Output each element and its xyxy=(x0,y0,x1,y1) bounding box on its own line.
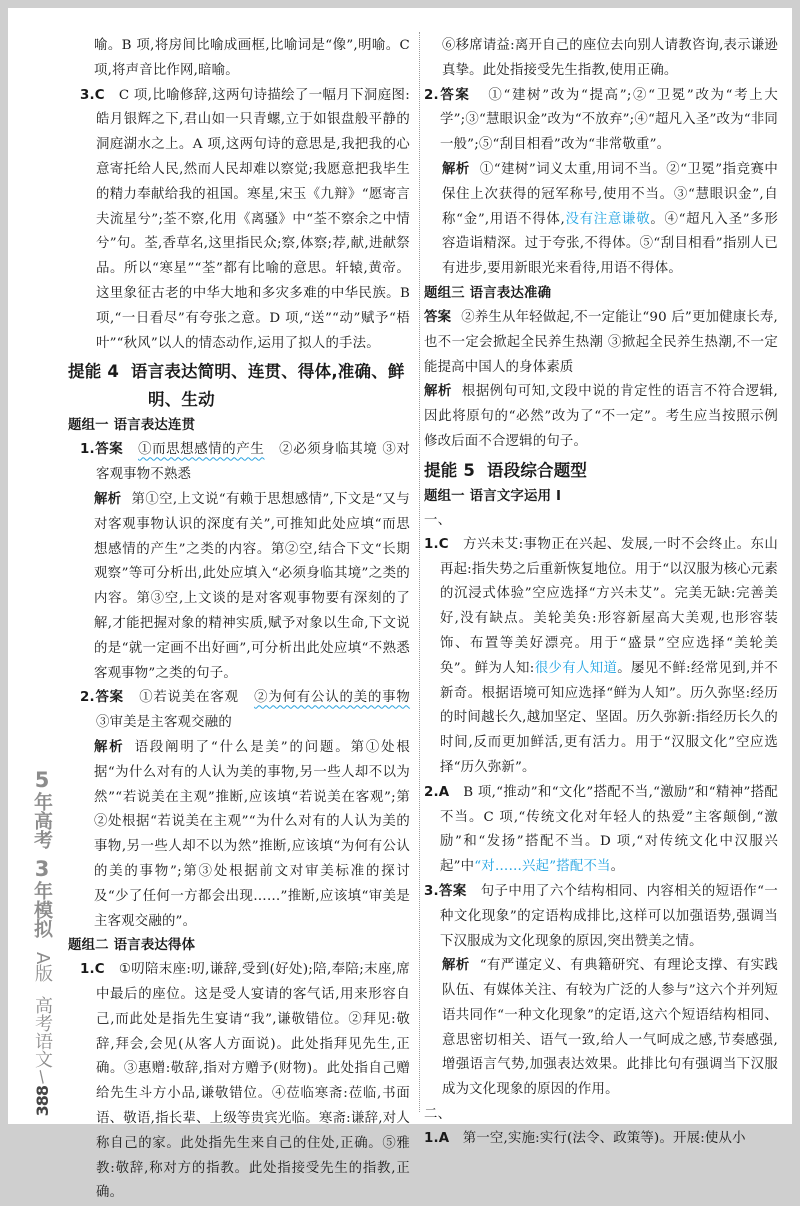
underlined-answer: ②为何有公认的美的事物 xyxy=(254,690,410,706)
analysis-text: 第①空,上文说“有赖于思想感情”,下文是“又与对客观事物认识的深度有关”,可推知此处应填“而思想感情的产生”之类的内容。第②空,结合下文“长期观察”等可分析出,此处应填入“必须身临其境”之类的内容。第③空,上文谈的是对客观事物要有深刻的了解,才能把握对象的精神实质,赋予对象以生命,下文说的是“就一定画不出好画”,可分析出此处应填“不熟悉客观事物”之类的句子。 xyxy=(94,491,410,681)
part-heading-1: 一、 xyxy=(424,512,452,528)
section-heading-4 xyxy=(68,358,410,414)
section-title: 语段综合题型 xyxy=(486,460,588,480)
answer-item-2 xyxy=(80,686,410,736)
highlighted-text: “对……兴起”搭配不当 xyxy=(474,859,611,875)
item-number: 1.答案 xyxy=(80,442,124,458)
group-heading-3: 题组三 语言表达准确 xyxy=(424,285,552,301)
section-heading-5 xyxy=(424,457,778,485)
analysis-text-after: 。④“超凡入圣”多形容造诣精深。过于夸张,不得体。⑤“刮目相看”指别人已有进步,要用新眼光来看待,用语不得体。 xyxy=(442,211,778,277)
page-number: 388 xyxy=(32,1086,52,1117)
answer-text: ①“建树”改为“提高”;②“卫冕”改为“考上大学”;③“慧眼识金”改为“不放弃”;④“超凡入圣”改为“非同一般”;⑤“刮目相看”改为“非常敬重”。 xyxy=(440,87,778,153)
item-text: ①叨陪末座:叨,谦辞,受到(好处);陪,奉陪;末座,席中最后的座位。这是受人宴请的客气话,用来形容自己,而此处是指先生宴请“我”,谦敬错位。②拜见:敬辞,拜会,会见(从客人方面说)。此处指拜见先生,正确。③惠赠:敬辞,指对方赠予(财物)。此处指自己赠给先生斗方小品,谦敬错位。④莅临寒斋:莅临,书面语、敬语,指长辈、上级等贵宾光临。寒斋:谦辞,对人称自己的家。此处指先生来自己的住处,正确。⑤雅教:敬辞,称对方的指教。此处指接受先生的指教,正确。 xyxy=(96,962,410,1201)
document-page xyxy=(8,8,792,1201)
highlighted-text: 没有注意谦敬 xyxy=(565,211,651,227)
answer-block xyxy=(424,306,778,380)
item-text: B 项,“推动”和“文化”搭配不当,“激励”和“精神”搭配不当。C 项,“传统文化对年轻人的热爱”主客颠倒,“激励”和“发扬”搭配不当。D 项,“对传统文化中汉服兴起”中 xyxy=(440,784,778,875)
analysis xyxy=(80,736,410,934)
answer-item-1c xyxy=(80,958,410,1206)
answer-text: 句子中用了六个结构相同、内容相关的短语作“一种文化现象”的定语构成排比,这样可以加强语势,强调当下汉服成为文化现象的原因,突出赞美之情。 xyxy=(440,883,778,949)
continued-text: 喻。B 项,将房间比喻成画框,比喻词是“像”,明喻。C 项,将声音比作网,暗喻。 xyxy=(94,38,410,78)
item-text-after: 。屡见不鲜:经常见到,并不新奇。根据语境可知应选择“鲜为人知”。历久弥坚:经历的时间越长久,越加坚定、坚固。历久弥新:指经历长久的时间,反而更加鲜活,更有活力。用于“汉服文化”空应选择“历久弥新”。 xyxy=(440,660,778,775)
analysis xyxy=(428,158,778,282)
answer-text: ②必须身临其境 ③对客观事物不熟悉 xyxy=(96,442,410,483)
analysis-text: ①“建树”词义太重,用词不当。②“卫冕”指竞赛中保住上次获得的冠军称号,使用不当。③“慧眼识金”,自称“金”,用语不得体, xyxy=(442,161,778,227)
brand-five: 5 xyxy=(34,768,50,792)
analysis-label: 解析 xyxy=(424,384,452,400)
group-heading-1: 题组一 语言文字运用 Ⅰ xyxy=(424,488,562,504)
slash-separator: / xyxy=(34,1067,49,1087)
item-text: 第一空,实施:实行(法令、政策等)。开展:使从小 xyxy=(462,1131,746,1147)
item-number: 3.答案 xyxy=(424,883,467,899)
analysis-text: “有严谨定义、有典籍研究、有理论支撑、有实践队伍、有媒体关注、有较为广泛的人参与”这六个并列短语共同作“一种文化现象”的定语,这六个短语结构相同、意思密切相关、语气一致,给人一气呵成之感,节奏感强,增强语言气势,加强表达效果。此排比句有强调当下汉服成为文化现象的原因的作用。 xyxy=(442,958,778,1098)
group-heading-1: 题组一 语言表达连贯 xyxy=(68,418,196,434)
left-column xyxy=(68,34,411,1206)
answer-part-1: ①若说美在客观 xyxy=(139,690,239,706)
answer-item-3 xyxy=(80,84,410,357)
section-label: 提能 4 xyxy=(68,362,120,382)
item-number: 3.C xyxy=(80,87,105,103)
answer-item-2 xyxy=(424,84,778,158)
section-title-line2: 明、生动 xyxy=(148,390,215,410)
brand-three: 3 xyxy=(34,857,50,881)
answer-text: ②养生从年轻做起,不一定能让“90 后”更加健康长寿,也不一定会掀起全民养生热潮 ③掀起全民养生热潮,不一定能提高中国人的身体素质 xyxy=(424,309,779,375)
edition-label: A版 xyxy=(32,952,53,983)
item-number: 1.C xyxy=(80,962,105,978)
item-text: 方兴未艾:事物正在兴起、发展,一时不会终止。东山再起:指失势之后重新恢复地位。用于“以汉服为核心元素的沉浸式体验”空应选择“方兴未艾”。完美无缺:完善美好,没有缺点。美轮美奂:形容新屋高大美观,也形容装饰、布置等美好漂亮。用于“盛景”空应选择“美轮美奂”。鲜为人知: xyxy=(440,536,778,676)
analysis-label: 解析 xyxy=(94,491,122,507)
section-title-line1: 语言表达简明、连贯、得体,准确、鲜 xyxy=(130,362,405,382)
continued-text: ⑥移席请益:离开自己的座位去向别人请教咨询,表示谦逊真挚。此处指接受先生指教,使用正确。 xyxy=(442,38,778,78)
analysis-text: 根据例句可知,文段中说的肯定性的语言不符合逻辑,因此将原句的“必然”改为了“不一定”。考生应当按照示例修改后面不合逻辑的句子。 xyxy=(424,384,779,449)
item-text: C 项,比喻修辞,这两句诗描绘了一幅月下洞庭图:皓月银辉之下,君山如一只青螺,立于如银盘般平静的洞庭湖水之上。A 项,这两句诗的意思是,我把我的心意寄托给人民,然而人民却难以察觉;我愿意把我毕生的精力奉献给我的祖国。寒星,宋玉《九辩》“愿寄言夫流星兮”;荃不察,化用《离骚》中“荃不察余之中情兮”句。荃,香草名,这里指民众;察,体察;荐,献,进献祭品。所以“寒星”“荃”都有比喻的意思。轩辕,黄帝。这里象征古老的中华大地和多灾多难的中华民族。B 项,“一日看尽”有夸张之意。D 项,“送”“动”赋予“梧叶”“秋风”以人的情态动作,运用了拟人的手法。 xyxy=(96,87,411,351)
underlined-answer: ①而思想感情的产生 xyxy=(138,442,265,458)
item-number: 1.A xyxy=(424,1131,450,1147)
item-text-after: 。 xyxy=(610,859,625,875)
answer-item-1 xyxy=(80,438,410,488)
answer-item-1a xyxy=(424,1127,778,1152)
answer-item-3 xyxy=(424,880,778,954)
item-number: 2.答案 xyxy=(80,690,124,706)
part-heading-2: 二、 xyxy=(424,1107,452,1123)
highlighted-text: 很少有人知道 xyxy=(534,660,618,676)
section-label: 提能 5 xyxy=(424,460,476,480)
answer-label: 答案 xyxy=(424,309,452,325)
analysis xyxy=(428,954,778,1103)
analysis-label: 解析 xyxy=(442,161,470,177)
brand-nian-moni: 年模拟 xyxy=(31,881,53,938)
analysis-label: 解析 xyxy=(94,739,125,755)
analysis-text: 语段阐明了“什么是美”的问题。第①处根据“为什么对有的人认为美的事物,另一些人却不以为然”“若说美在主观”推断,应该填“若说美在客观”;第②处根据“若说美在主观”“为什么对有的人认为美的事物,另一些人却不以为然”推断,应该填“为何有公认的美的事物”;第③处根据前文对审美标准的探讨及“少了任何一方都会出现……”推断,应该填“审美是主客观交融的”。 xyxy=(94,739,410,929)
answer-item-2a xyxy=(424,781,778,880)
running-head xyxy=(18,768,66,1117)
item-number: 1.C xyxy=(424,536,449,552)
analysis xyxy=(424,380,778,454)
analysis xyxy=(80,488,410,686)
item-number: 2.A xyxy=(424,784,450,800)
item-number: 2.答案 xyxy=(424,87,471,103)
analysis-label: 解析 xyxy=(442,958,470,974)
brand-nian-gaokao: 年高考 xyxy=(31,792,53,849)
right-column xyxy=(424,34,779,1152)
group-heading-2: 题组二 语言表达得体 xyxy=(68,938,196,954)
answer-item-1c xyxy=(424,533,778,781)
answer-part-3: ③审美是主客观交融的 xyxy=(96,715,232,731)
subject-label: 高考语文 xyxy=(32,996,53,1069)
column-divider xyxy=(419,32,420,1112)
